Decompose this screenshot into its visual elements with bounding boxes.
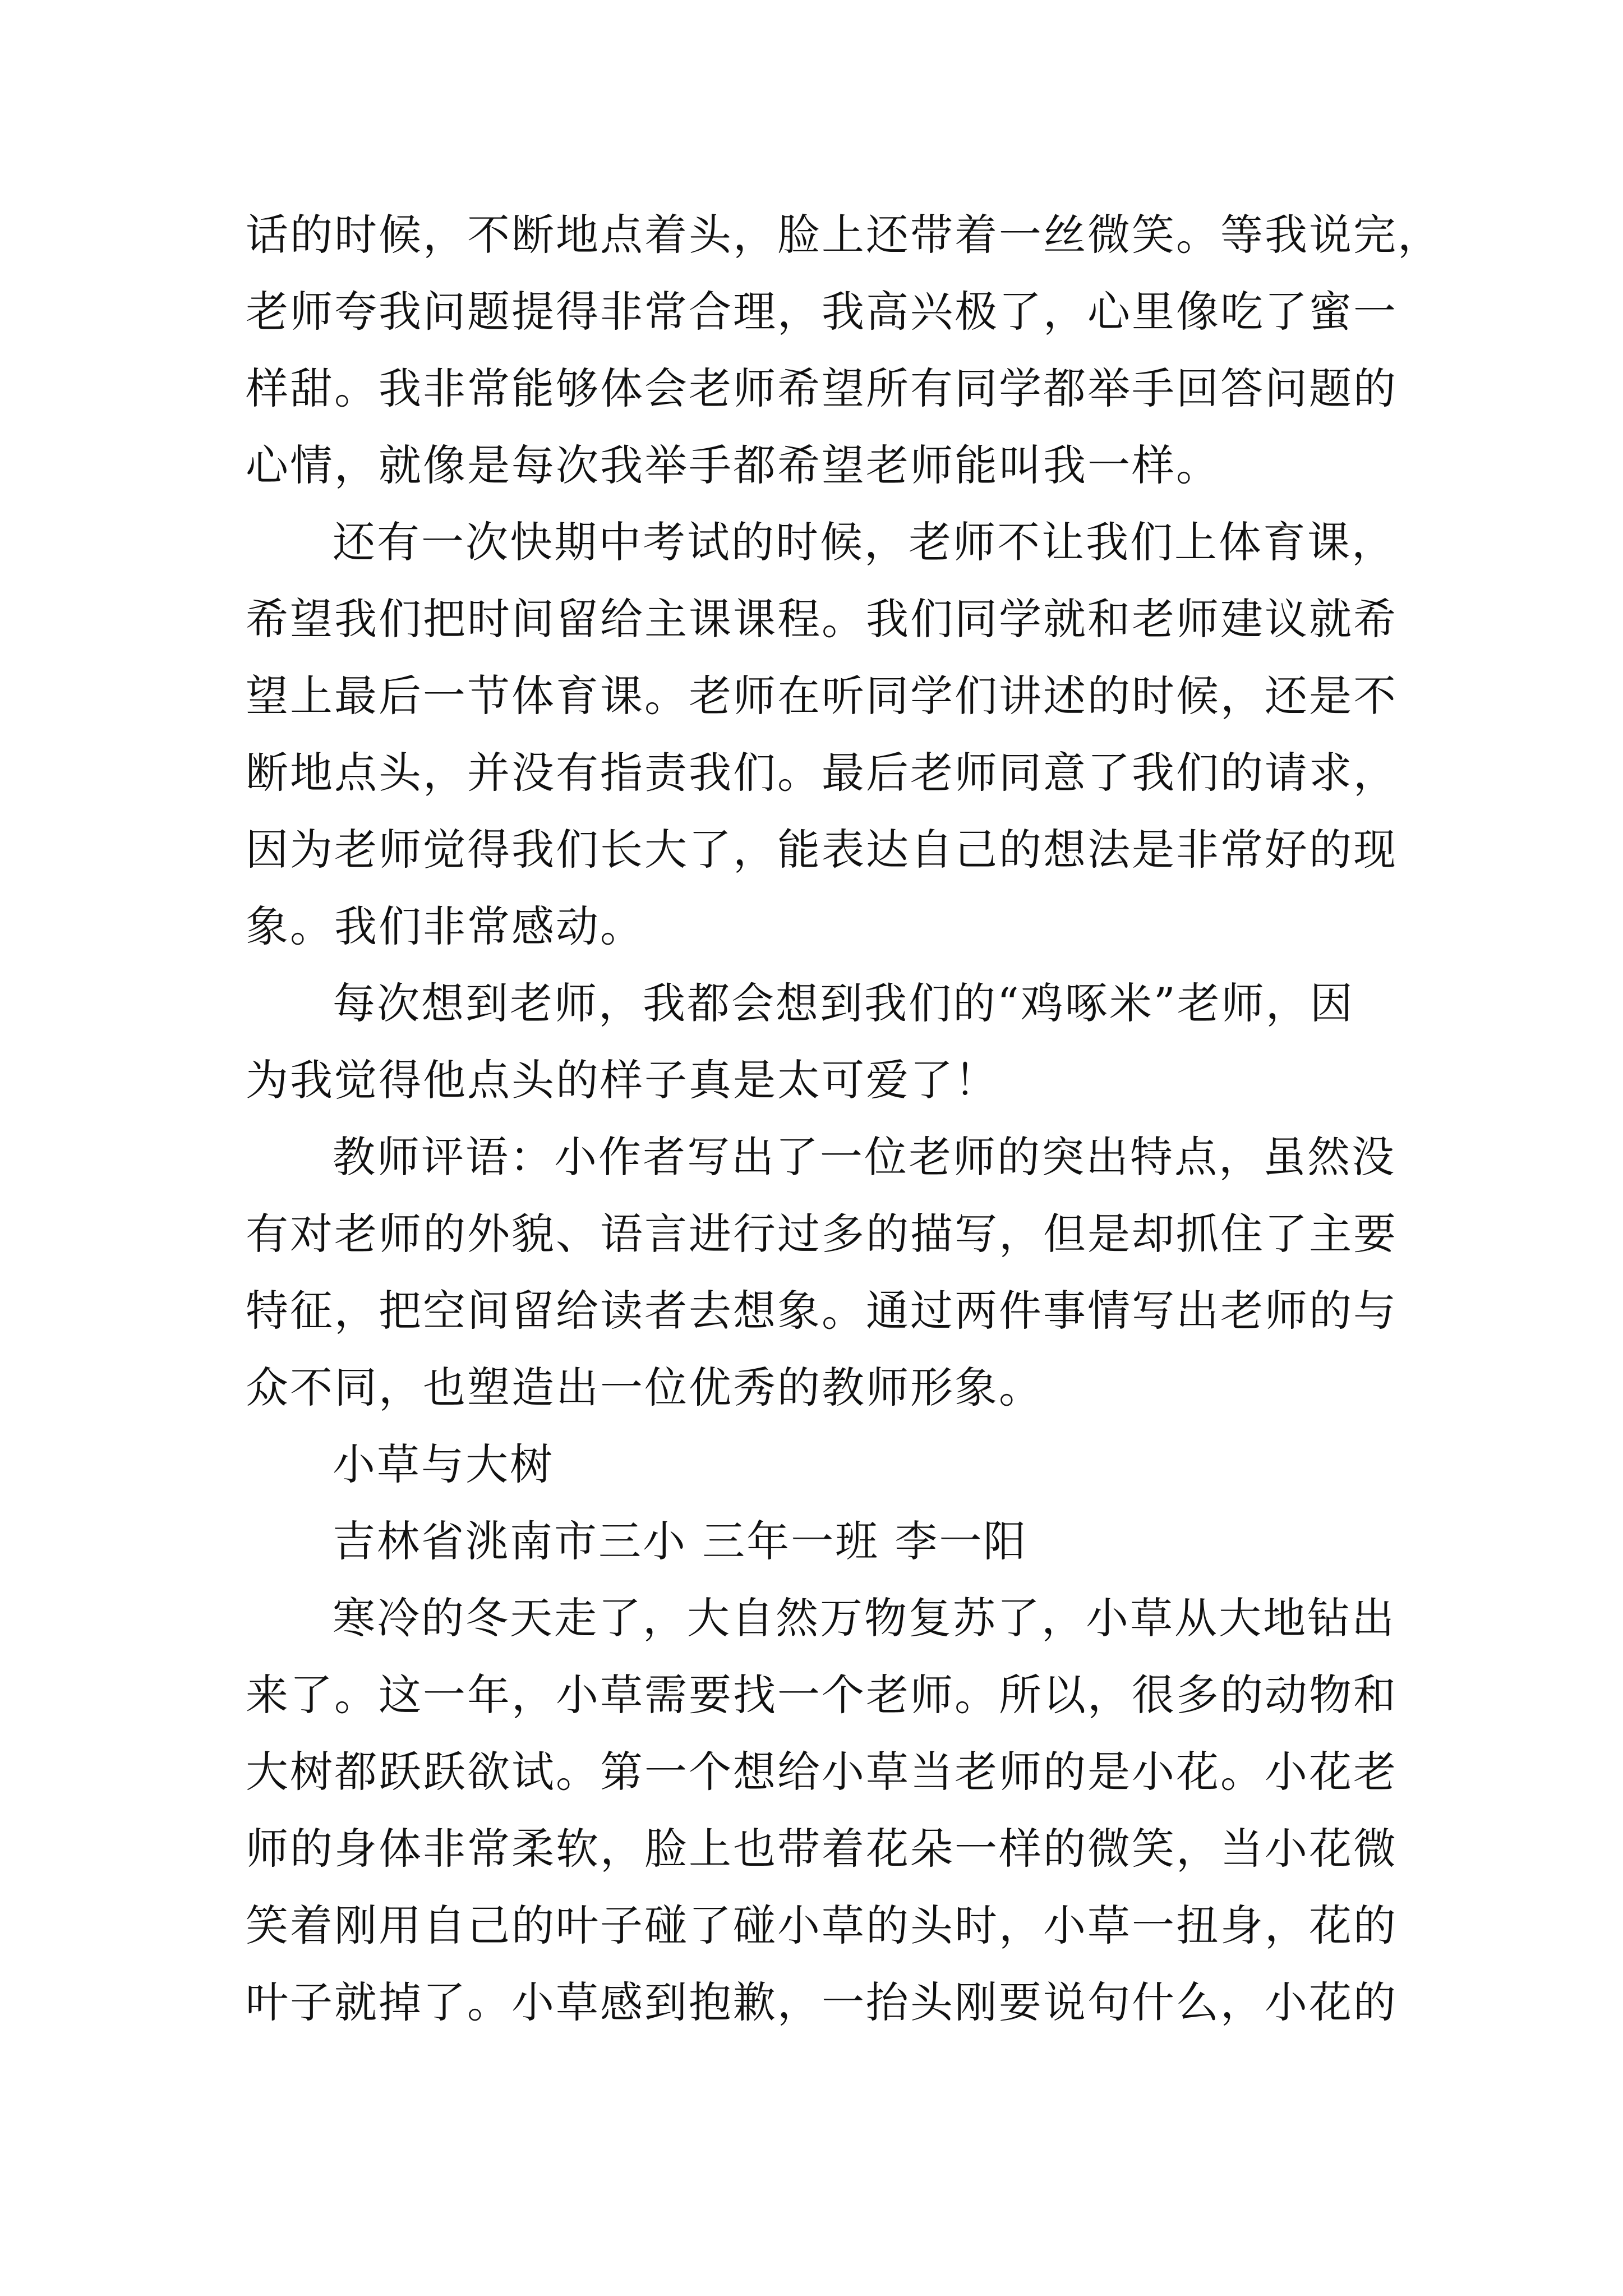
text-line: 为我觉得他点头的样子真是太可爱了！ — [246, 1055, 999, 1105]
text-line: 众不同，也塑造出一位优秀的教师形象。 — [246, 1363, 1043, 1412]
text-line: 老师夸我问题提得非常合理，我高兴极了，心里像吃了蜜一 — [246, 287, 1398, 337]
text-line: 心情，就像是每次我举手都希望老师能叫我一样。 — [246, 440, 1220, 490]
text-line: 特征，把空间留给读者去想象。通过两件事情写出老师的与 — [246, 1286, 1398, 1336]
text-line: 因为老师觉得我们长大了，能表达自己的想法是非常好的现 — [246, 825, 1398, 875]
text-line: 叶子就掉了。小草感到抱歉，一抬头刚要说句什么，小花的 — [246, 1977, 1398, 2027]
text-line: 断地点头，并没有指责我们。最后老师同意了我们的请求， — [246, 748, 1398, 798]
text-line: 还有一次快期中考试的时候，老师不让我们上体育课， — [333, 517, 1396, 567]
text-line: 大树都跃跃欲试。第一个想给小草当老师的是小花。小花老 — [246, 1747, 1398, 1797]
text-line: 师的身体非常柔软，脸上也带着花朵一样的微笑，当小花微 — [246, 1824, 1398, 1874]
text-line: 希望我们把时间留给主课课程。我们同学就和老师建议就希 — [246, 594, 1398, 644]
text-line: 有对老师的外貌、语言进行过多的描写，但是却抓住了主要 — [246, 1209, 1398, 1259]
body-text — [246, 196, 1442, 2041]
text-line: 样甜。我非常能够体会老师希望所有同学都举手回答问题的 — [246, 364, 1398, 413]
text-line: 话的时候，不断地点着头，脸上还带着一丝微笑。等我说完， — [246, 210, 1442, 260]
text-line: 笑着刚用自己的叶子碰了碰小草的头时，小草一扭身，花的 — [246, 1901, 1398, 1950]
text-line: 象。我们非常感动。 — [246, 901, 644, 951]
text-line: 每次想到老师，我都会想到我们的“鸡啄米”老师，因 — [333, 978, 1354, 1028]
text-line: 吉林省洮南市三小 三年一班 李一阳 — [333, 1516, 1028, 1566]
text-line: 教师评语：小作者写出了一位老师的突出特点，虽然没 — [333, 1132, 1396, 1182]
text-line: 小草与大树 — [333, 1439, 554, 1489]
text-line: 望上最后一节体育课。老师在听同学们讲述的时候，还是不 — [246, 671, 1398, 721]
text-line: 来了。这一年，小草需要找一个老师。所以，很多的动物和 — [246, 1670, 1398, 1720]
text-line: 寒冷的冬天走了，大自然万物复苏了，小草从大地钻出 — [333, 1593, 1396, 1643]
